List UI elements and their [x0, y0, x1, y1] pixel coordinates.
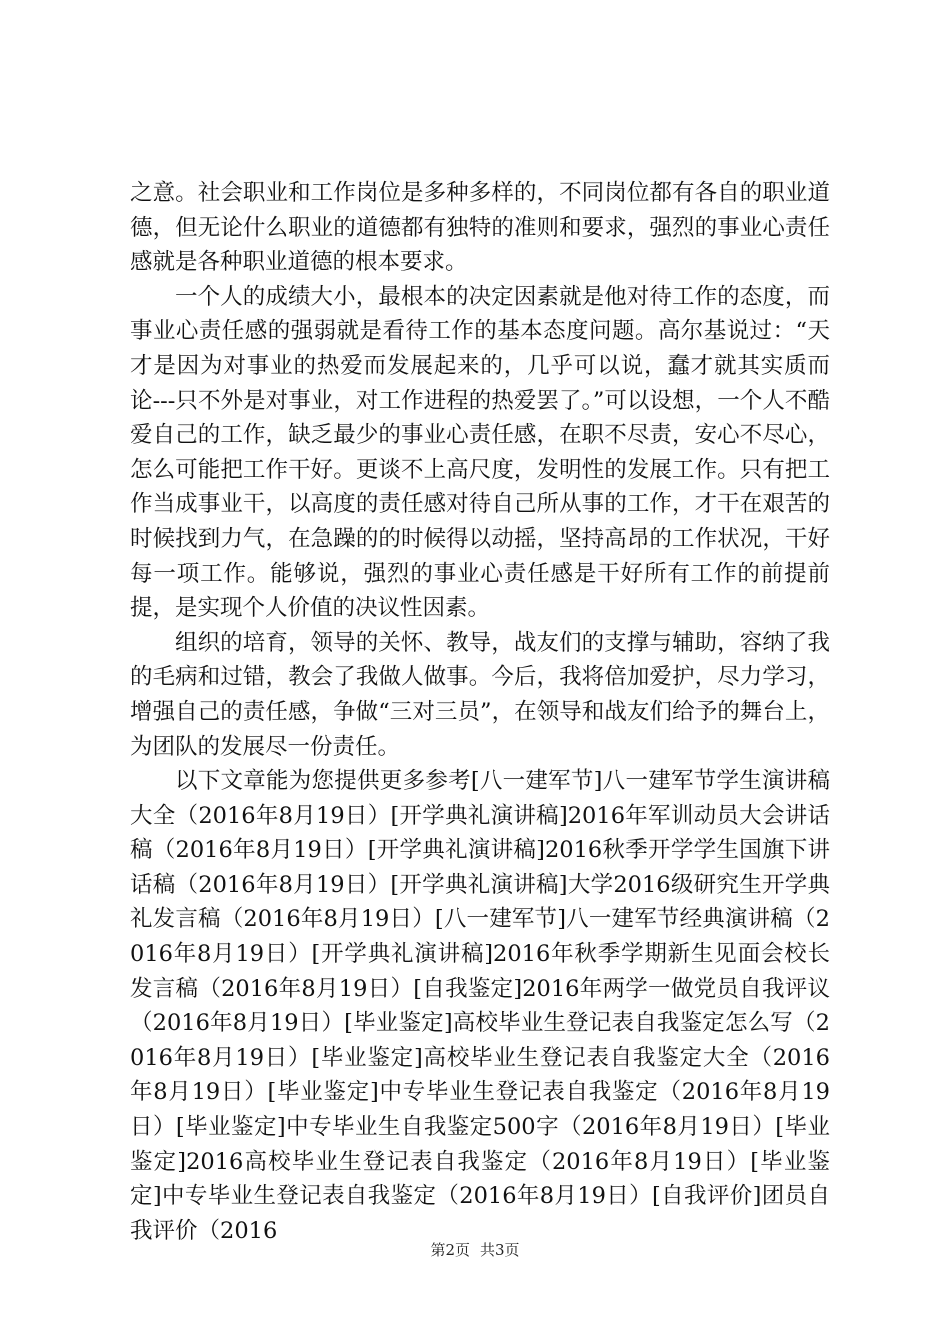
paragraph-continuation: 之意。社会职业和工作岗位是多种多样的，不同岗位都有各自的职业道德，但无论什么职业的道德都有独特的准则和要求，强烈的事业心责任感就是各种职业道德的根本要求。	[130, 180, 830, 276]
document-body	[130, 176, 830, 1248]
page-number: 第2页	[430, 1241, 470, 1259]
paragraph-attitude: 一个人的成绩大小，最根本的决定因素就是他对待工作的态度，而事业心责任感的强弱就是看待工作的基本态度问题。高尔基说过：“天才是因为对事业的热爱而发展起来的，几乎可以说，蠢才就其实质而论---只不外是对事业，对工作进程的热爱罢了。”可以设想，一个人不酷爱自己的工作，缺乏最少的事业心责任感，在职不尽责，安心不尽心，怎么可能把工作干好。更谈不上高尺度，发明性的发展工作。只有把工作当成事业干，以高度的责任感对待自己所从事的工作，才干在艰苦的时候找到力气，在急躁的的时候得以动摇，坚持高昂的工作状况，干好每一项工作。能够说，强烈的事业心责任感是干好所有工作的前提前提，是实现个人价值的决议性因素。	[130, 283, 830, 622]
paragraph-related-articles: 以下文章能为您提供更多参考[八一建军节]八一建军节学生演讲稿大全（2016年8月19日）[开学典礼演讲稿]2016年军训动员大会讲话稿（2016年8月19日）[开学典礼演讲稿]2016秋季开学学生国旗下讲话稿（2016年8月19日）[开学典礼演讲稿]大学2016级研究生开学典礼发言稿（2016年8月19日）[八一建军节]八一建军节经典演讲稿（2016年8月19日）[开学典礼演讲稿]2016年秋季学期新生见面会校长发言稿（2016年8月19日）[自我鉴定]2016年两学一做党员自我评议（2016年8月19日）[毕业鉴定]高校毕业生登记表自我鉴定怎么写（2016年8月19日）[毕业鉴定]高校毕业生登记表自我鉴定大全（2016年8月19日）[毕业鉴定]中专毕业生登记表自我鉴定（2016年8月19日）[毕业鉴定]中专毕业生自我鉴定500字（2016年8月19日）[毕业鉴定]2016高校毕业生登记表自我鉴定（2016年8月19日）[毕业鉴定]中专毕业生登记表自我鉴定（2016年8月19日）[自我评价]团员自我评价（2016	[130, 768, 830, 1244]
page-total: 共3页	[480, 1241, 520, 1259]
page-footer	[0, 1240, 950, 1260]
paragraph-gratitude: 组织的培育，领导的关怀、教导，战友们的支撑与辅助，容纳了我的毛病和过错，教会了我做人做事。今后，我将倍加爱护，尽力学习，增强自己的责任感，争做“三对三员”，在领导和战友们给予的舞台上，为团队的发展尽一份责任。	[130, 629, 830, 760]
